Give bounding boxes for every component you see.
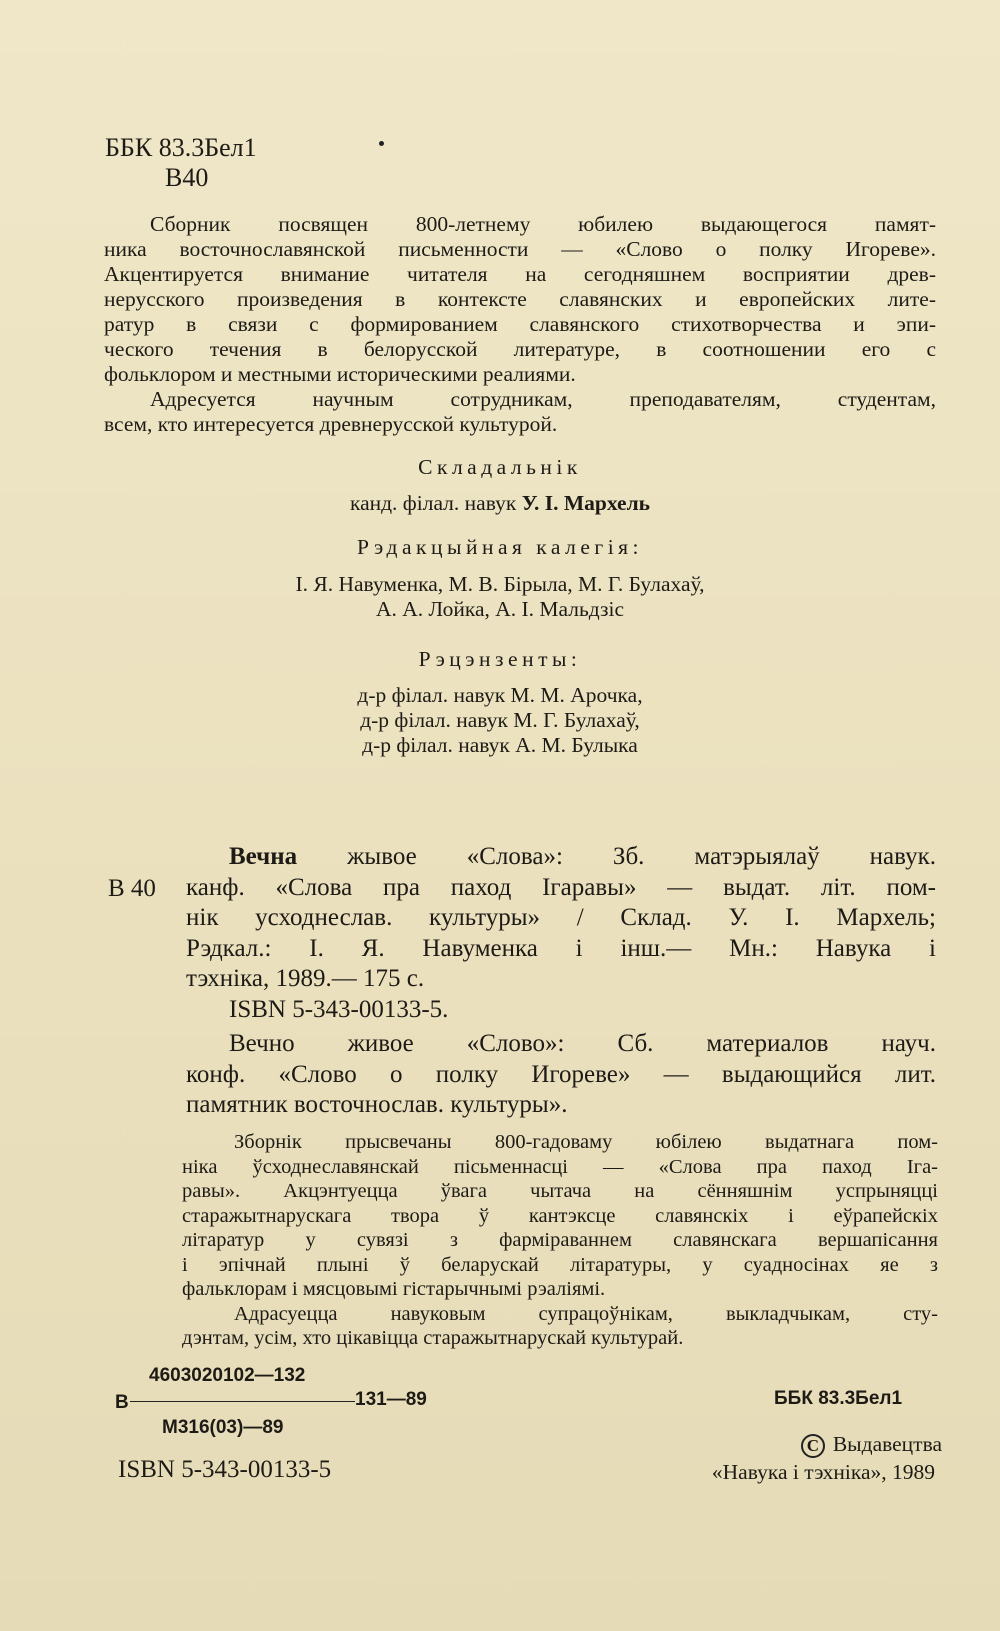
fraction-rule [130, 1401, 355, 1402]
reviewer-item: д-р філал. навук М. М. Арочка, [357, 683, 643, 707]
catalog-isbn: ISBN 5-343-00133-5. [229, 995, 449, 1023]
print-dot [379, 141, 384, 146]
reviewer-item: д-р філал. навук М. Г. Булахаў, [360, 708, 640, 732]
compiler-heading: Складальнік [418, 455, 582, 479]
code-right: 131—89 [355, 1389, 427, 1410]
abstract-line: ческого течения в белорусской литературе, в соотношении его с [104, 337, 936, 361]
summary-line: Адрасуецца навуковым супрацоўнікам, выкладчыкам, сту- [234, 1302, 938, 1325]
code-letter: В [115, 1392, 129, 1413]
summary-line: дэнтам, усім, хто цікавіцца старажытнарускай культурай. [182, 1327, 684, 1349]
catalog-line: нік усходнеслав. культуры» / Склад. У. І. Мархель; [186, 904, 936, 931]
catalog-first-word: Вечна [229, 843, 298, 870]
compiler-name: У. І. Мархель [521, 491, 651, 515]
summary-line: фальклорам і мясцовымі гістарычнымі рэаліямі. [182, 1278, 606, 1300]
catalog-line: Рэдкал.: І. Я. Навуменка і інш.— Мн.: Навука і [186, 934, 936, 962]
summary-line: літаратур у сувязі з фарміраваннем славянскага вершапісання [182, 1229, 938, 1251]
catalog-line [186, 842, 936, 873]
summary-line: Зборнік прысвечаны 800-гадоваму юбілею выдатнага пом- [234, 1131, 938, 1153]
bbk-code: ББК 83.3Бел1 [105, 133, 257, 162]
reviewer-item: д-р філал. навук А. М. Булыка [362, 733, 638, 757]
editorial-board-heading: Рэдакцыйная калегія: [356, 535, 644, 559]
abstract-line: фольклором и местными историческими реалиями. [104, 362, 576, 386]
abstract-line: Сборник посвящен 800-летнему юбилею выдающегося памят- [150, 212, 936, 236]
russian-abstract [104, 212, 936, 437]
catalog-index: В 40 [108, 875, 156, 902]
compiler-line [0, 491, 1000, 516]
abstract-line: Акцентируется внимание читателя на сегодняшнем восприятии древ- [104, 262, 936, 286]
belarusian-abstract [182, 1130, 938, 1351]
copyright-icon: C [801, 1434, 825, 1458]
catalog-line: канф. «Слова пра паход Ігаравы» — выдат. літ. пом- [186, 873, 936, 901]
copyright-line-2: «Навука і тэхніка», 1989 [711, 1460, 935, 1484]
compiler-title: канд. філал. навук [349, 491, 517, 515]
summary-line: ніка ўсходнеславянскай пісьменнасці — «Слова пра паход Іга- [182, 1155, 938, 1178]
abstract-line: ника восточнославянской письменности — «Слово о полку Игореве». [104, 237, 936, 261]
abstract-line: всем, кто интересуется древнерусской культурой. [104, 412, 558, 436]
abstract-line: Адресуется научным сотрудникам, преподавателям, студентам, [150, 387, 936, 411]
catalog-line-rest: жывое «Слова»: Зб. матэрыялаў навук. [297, 843, 936, 870]
code-denominator: М316(03)—89 [162, 1417, 284, 1438]
bbk-classification-top [105, 133, 257, 193]
summary-line: старажытнарускага твора ў кантэксце славянскіх і еўрапейскіх [182, 1204, 938, 1227]
editorial-board-line: І. Я. Навуменка, М. В. Бірыла, М. Г. Булахаў, [295, 572, 705, 596]
editorial-board-line: А. А. Лойка, А. І. Мальдзіс [375, 597, 625, 621]
catalog-line: Вечно живое «Слово»: Сб. материалов науч. [229, 1030, 936, 1057]
bbk-classification-bottom: ББК 83.3Бел1 [774, 1388, 903, 1409]
catalog-line: тэхніка, 1989.— 175 с. [186, 965, 425, 992]
catalog-line: памятник восточнослав. культуры». [186, 1091, 568, 1118]
catalog-card [186, 842, 936, 1121]
catalog-line: конф. «Слово о полку Игореве» — выдающийся лит. [186, 1060, 936, 1088]
summary-line: равы». Акцэнтуецца ўвага чытача на сённяшнім успрыняцці [182, 1180, 938, 1202]
copyright-publisher: Выдавецтва [832, 1432, 942, 1456]
isbn-bottom: ISBN 5-343-00133-5 [118, 1456, 332, 1483]
reviewers-heading: Рэцэнзенты: [418, 647, 582, 671]
code-numerator: 4603020102—132 [149, 1365, 306, 1386]
author-mark: В40 [165, 163, 209, 192]
summary-line: і эпічнай плыні ў беларускай літаратуры, у суадносінах яе з [182, 1253, 938, 1276]
copyright-line-1 [801, 1432, 942, 1458]
abstract-line: нерусского произведения в контексте славянских и европейских лите- [104, 287, 936, 311]
abstract-line: ратур в связи с формированием славянского стихотворчества и эпи- [104, 312, 936, 336]
